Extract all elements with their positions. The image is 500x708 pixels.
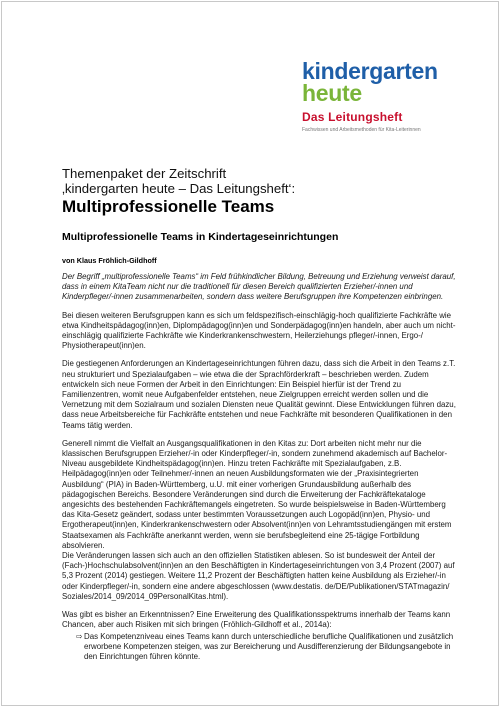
paragraph-findings: Was gibt es bisher an Erkenntnissen? Eine Erweiterung des Qualifikationsspektrums innerhalb der Teams kann Chancen, aber auch Risiken mit sich bringen (Fröhlich-Gildhoff et al., 2014a): bbox=[62, 610, 451, 630]
article-subtitle: Multiprofessionelle Teams in Kindertageseinrichtungen bbox=[62, 231, 339, 243]
header-line-2: ‚kindergarten heute – Das Leitungsheft‘: bbox=[62, 181, 296, 196]
bullet-text: Das Kompetenzniveau eines Teams kann durch unterschiedliche berufliche Qualifikationen und zusätzlich erworbene Kompetenzen steigen, was zur Bereicherung und Ausdifferenzierung der Bildungsangebote in den Einrichtungen führen könnte. bbox=[84, 631, 454, 661]
paragraph-diversity: Generell nimmt die Vielfalt an Ausgangsqualifikationen in den Kitas zu: Dort arbeiten nicht mehr nur die klassischen Berufsgruppen Erzieher/-in oder Kinderpfleger/-in, sondern zunehmend akademisch auf Bachelor-Niveau ausgebildete Kindheitspädagog(inn)en. Hinzu treten Fachkräfte mit Spezialaufgaben, z.B. Heilpädagog(inn)en oder Teilnehmer/-innen an neuen Ausbildungsformaten wie der „Praxisintegrierten Ausbildung“ (PIA) in Baden-Württemberg, u.U. mit einer vorherigen Grundausbildung außerhalb des pädagogischen Bereichs. Besondere Veränderungen sind durch die Erweiterung der Fachkräftekataloge angesichts des bestehenden Fachkräftemangels eingetreten. So wurde beispielsweise in Baden-Württemberg das Kita-Gesetz geändert, sodass unter bestimmten Voraussetzungen auch Logopäd(inn)en, Physio- und Ergotherapeut(inn)en, Kinderkrankenschwestern oder Absolvent(inn)en von Lehramtsstudiengängen mit erstem Staatsexamen als Fachkräfte anerkannt werden, wenn sie berufsbegleitend eine 25-tägige Fortbildung absolvieren. Die Veränderungen lassen sich auch an den offiziellen Statistiken ablesen. So ist bundesweit der Anteil der (Fach-)Hochschulabsolvent(inn)en an den Beschäftigten in Kindertageseinrichtungen von 3,4 Prozent (2007) auf 5,3 Prozent (2014) gestiegen. Weitere 11,2 Prozent der Beschäftigten hatten keine Ausbildung als Erzieher/-in oder Kinderpfleger/-in, sondern eine andere abgeschlossen (www.destatis. de/DE/Publikationen/STATmagazin/ Soziales/2014_09/2014_09PersonalKitas.html). bbox=[62, 438, 455, 601]
main-title: Multiprofessionelle Teams bbox=[62, 197, 275, 216]
logo-tagline: Fachwissen und Arbeitsmethoden für Kita-Leiterinnen bbox=[302, 127, 421, 133]
header-line-1: Themenpaket der Zeitschrift bbox=[62, 166, 227, 181]
document-content bbox=[62, 166, 458, 662]
paragraph-requirements: Die gestiegenen Anforderungen an Kindertageseinrichtungen führen dazu, dass sich die Arbeit in den Teams z.T. neu strukturiert und Spezialaufgaben – wie etwa die der Sprachförderkraft – beschrieben werden. Zudem entwickeln sich neue Formen der Arbeit in den Einrichtungen: Ein Beispiel hierfür ist der Trend zu Familienzentren, womit neue Aufgabenfelder entstehen, neue Zielgruppen erreicht werden sollen und die Vernetzung mit dem Sozialraum und sozialen Diensten neue Qualität gewinnt. Diese Entwicklungen führen dazu, dass neue Arbeitsbereiche für Fachkräfte entstehen und neue Fachkräfte mit besonderen Qualifikationen in den Teams tätig werden. bbox=[62, 359, 456, 430]
paragraph-professions: Bei diesen weiteren Berufsgruppen kann es sich um feldspezifisch-einschlägig-hoch qualifizierte Fachkräfte wie etwa Kindheitspädagog(inn)en, Diplompädagog(inn)en und Sonderpädagog(inn)en handeln, aber auch um nicht-einschlägig qualifizierte Fachkräfte wie Kinderkrankenschwestern, Heilerziehungs pfleger/-innen, Ergo-/ Physiotherapeut(inn)en. bbox=[62, 310, 456, 351]
intro-paragraph: Der Begriff „multiprofessionelle Teams“ im Feld frühkindlicher Bildung, Betreuung und Erziehung verweist darauf, dass in einem KitaTeam nicht nur die traditionell für diesen Bereich qualifizierten Erzieher/-innen und Kinderpfleger/-innen zusammenarbeiten, sondern dass weitere Berufsgruppen ihre Kompetenzen einbringen. bbox=[62, 272, 456, 302]
document-page bbox=[1, 1, 499, 706]
logo-word-kindergarten: kindergarten bbox=[302, 58, 438, 84]
list-item bbox=[62, 632, 458, 663]
magazine-logo bbox=[302, 60, 470, 133]
logo-word-heute: heute bbox=[302, 80, 362, 106]
arrow-bullet-icon: ⇨ bbox=[76, 631, 83, 641]
logo-leitungsheft: Das Leitungsheft bbox=[302, 110, 403, 124]
article-author: von Klaus Fröhlich-Gildhoff bbox=[62, 256, 157, 265]
